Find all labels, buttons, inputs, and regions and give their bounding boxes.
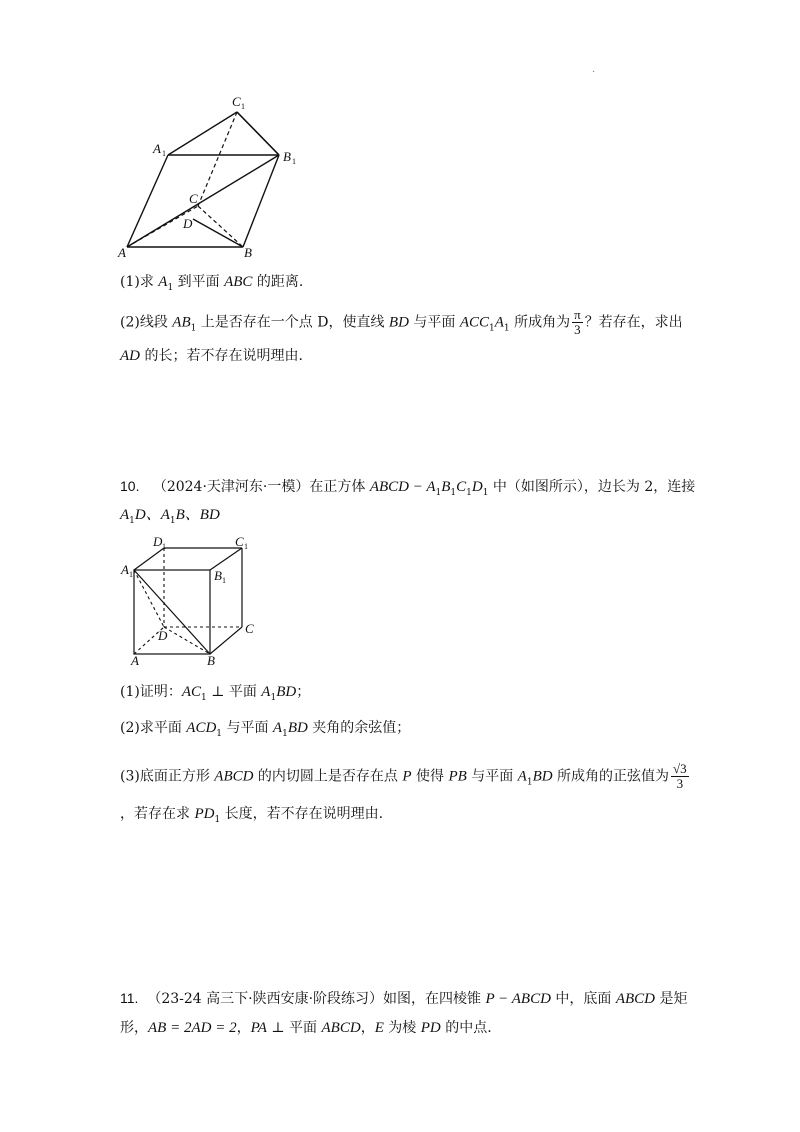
- p9-question-2: (2)线段 $AB_1$ 上是否存在一个点 D，使直线 BD 与平面 $ACC_1A_1$ 所成角为 $\frac{\pi}{3}$ ？若存在，求出: [120, 307, 683, 337]
- p9-question-2-line2: AD 的长；若不存在说明理由.: [120, 348, 303, 364]
- label-d-cube: D: [158, 628, 168, 643]
- svg-text:1: 1: [244, 542, 248, 551]
- svg-text:1: 1: [162, 542, 166, 551]
- label-b1-cube: B: [214, 568, 222, 583]
- corner-mark: .: [592, 64, 596, 75]
- label-a: A: [118, 245, 126, 260]
- svg-text:1: 1: [129, 570, 133, 579]
- label-b1-sub: 1: [292, 157, 296, 166]
- cube-figure: [0, 530, 800, 670]
- label-a1-cube: A: [121, 562, 129, 577]
- label-c1-cube: C: [235, 534, 244, 549]
- label-c1: C: [232, 94, 241, 109]
- p10-connect: $A_1D$、$A_1B$、BD: [120, 507, 220, 526]
- p11-statement-line2: 形，AB = 2AD = 2，PA ⊥ 平面 ABCD，E 为棱 PD 的中点.: [120, 1020, 492, 1036]
- sqrt3-over-3: $\frac{√3}{3}$: [673, 761, 687, 791]
- pi-over-3: $\frac{\pi}{3}$: [574, 307, 581, 337]
- label-c-cube: C: [245, 621, 254, 636]
- p10-question-3-line2: ，若存在求 $PD_1$ 长度，若不存在说明理由.: [120, 806, 384, 825]
- prism-figure: [0, 0, 800, 270]
- label-a1: A: [153, 141, 161, 156]
- label-b: B: [244, 245, 252, 260]
- p10-question-3: (3)底面正方形 ABCD 的内切圆上是否存在点 P 使得 PB 与平面 $A_1BD$ 所成角的正弦值为 $\frac{√3}{3}$: [120, 761, 687, 791]
- p10-statement: 10. （2024·天津河东·一模）在正方体 ABCD − $A_1B_1C_1D_1$ 中（如图所示），边长为 2，连接: [120, 478, 696, 498]
- label-a-cube: A: [131, 653, 139, 668]
- svg-text:1: 1: [222, 576, 226, 585]
- p10-question-1: (1)证明：$AC_1$ ⊥ 平面 $A_1BD$；: [120, 684, 311, 703]
- label-d1: D: [153, 534, 163, 549]
- label-c: C: [189, 191, 198, 206]
- label-a1-sub: 1: [162, 149, 166, 158]
- p11-statement: 11. （23-24 高三下·陕西安康·阶段练习）如图，在四棱锥 P − ABCD 中，底面 ABCD 是矩: [120, 990, 688, 1007]
- label-b1: B: [283, 149, 291, 164]
- label-d: D: [183, 216, 193, 231]
- label-c1-sub: 1: [241, 102, 245, 111]
- p10-question-2: (2)求平面 $ACD_1$ 与平面 $A_1BD$ 夹角的余弦值；: [120, 720, 411, 739]
- label-b-cube: B: [207, 653, 215, 668]
- p9-question-1: (1)求 $A_1$ 到平面 ABC 的距离.: [120, 274, 304, 293]
